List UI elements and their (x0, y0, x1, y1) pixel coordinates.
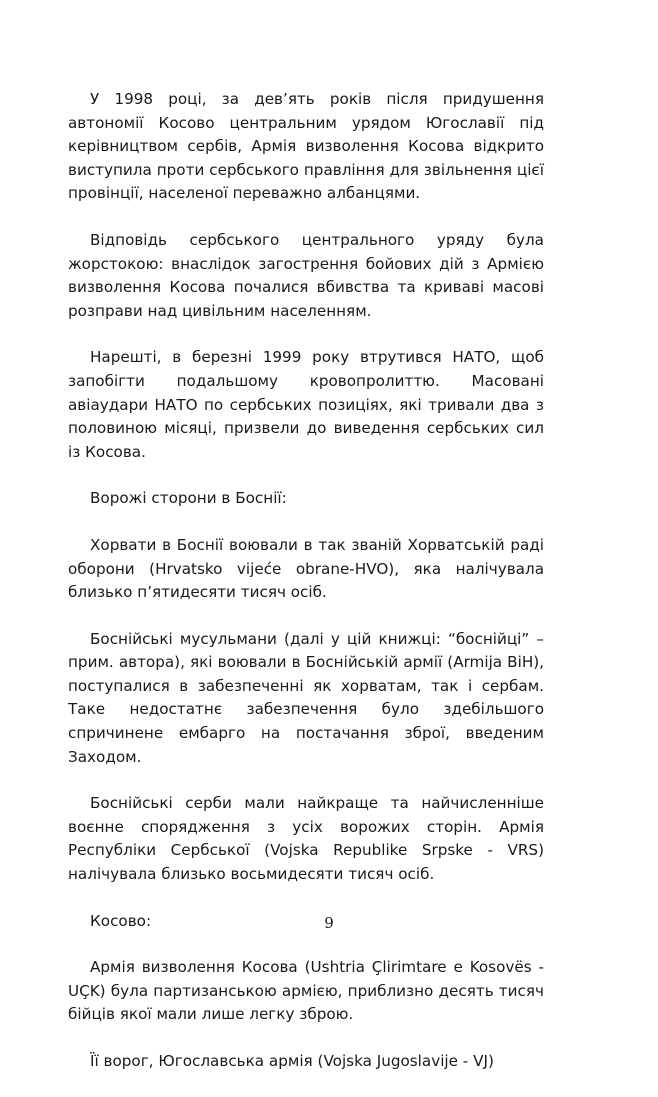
paragraph-kla: Армія визволення Косова (Ushtria Çlirimtare e Kosovës - UÇK) була партизанською армією, приблизно десять тисяч бійців якої мали лише легку зброю. (68, 958, 544, 1024)
paragraph-croats: Хорвати в Боснії воювали в так званій Хорватській раді оборони (Hrvatsko vijeće obrane-HVO), яка налічувала близько п’ятидесяти тисяч осіб. (68, 535, 544, 602)
paragraph-yugoslav-army: Її ворог, Югославська армія (Vojska Jugoslavije - VJ) (90, 1052, 494, 1070)
paragraph-serbian-response: Відповідь сербського центрального уряду була жорстокою: внаслідок загострення бойових дій з Армією визволення Косова почалися вбивства та криваві масові розправи над цивільним населенням. (68, 230, 544, 320)
paragraph-bosnian-serbs: Боснійські серби мали найкраще та найчисленніше воєнне спорядження з усіх ворожих сторін. Армія Республіки Сербської (Vojska Republike Srpske - VRS) налічувала близько восьмидесяти тисяч осіб. (68, 794, 544, 884)
page-number: 9 (324, 914, 334, 932)
body-text (68, 88, 544, 1097)
paragraph-kosovo-heading: Косово: (90, 911, 152, 930)
paragraph-kosovo-uprising: У 1998 році, за дев’ять років після придушення автономії Косово центральним урядом Югославії під керівництвом сербів, Армія визволення Косова відкрито виступила проти сербського правління для звільнення цієї провінції, населеної переважно албанцями. (68, 90, 544, 203)
paragraph-nato-intervention: Нарешті, в березні 1999 року втрутився НАТО, щоб запобігти подальшому кровопролиттю. Масовані авіаудари НАТО по сербських позиціях, які тривали два з половиною місяці, призвели до виведення сербських сил із Косова. (68, 348, 544, 461)
paragraph-bosniaks: Боснійські мусульмани (далі у цій книжці: “боснійці” – прим. автора), які воювали в Боснійській армії (Armija BiH), поступалися в забезпеченні як хорватам, так і сербам. Таке недостатнє забезпечення було здебільшого спричинене ембарго на постачання зброї, введеним Заходом. (68, 629, 544, 766)
paragraph-bosnia-heading: Ворожі сторони в Боснії: (90, 489, 287, 508)
